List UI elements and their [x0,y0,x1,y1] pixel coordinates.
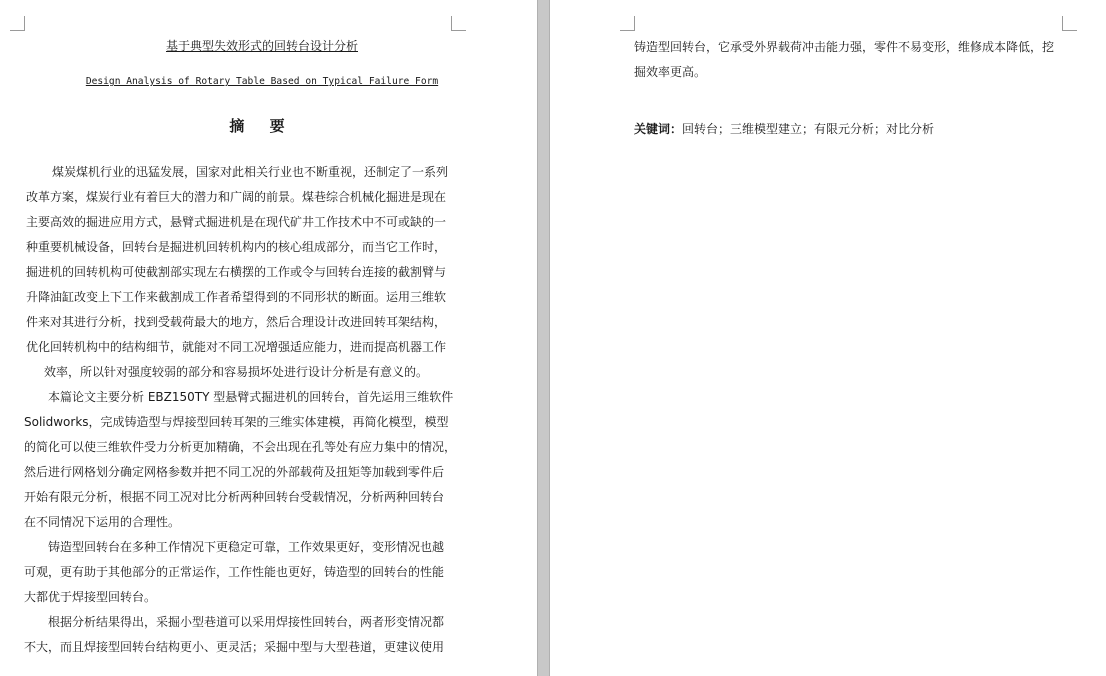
abstract-line: Solidworks，完成铸造型与焊接型回转耳架的三维实体建模，再简化模型，模型 [24,415,449,429]
abstract-line: 煤炭煤机行业的迅猛发展，国家对此相关行业也不断重视，还制定了一系列 [52,165,449,179]
abstract-line: 件来对其进行分析，找到受载荷最大的地方，然后合理设计改进回转耳架结构， [26,315,447,329]
abstract-line: 不大，而且焊接型回转台结构更小、更灵活；采掘中型与大型巷道，更建议使用 [24,640,445,654]
abstract-line: 在不同情况下运用的合理性。 [24,515,181,529]
document-page-left [0,0,537,676]
keywords-line [634,121,934,137]
margin-corner-mark [451,16,466,31]
abstract-line: 根据分析结果得出，采掘小型巷道可以采用焊接性回转台，两者形变情况都 [48,615,445,629]
abstract-line: 铸造型回转台在多种工作情况下更稳定可靠，工作效果更好，变形情况也越 [48,540,445,554]
abstract-heading: 摘 要 [229,117,295,135]
abstract-line: 可观，更有助于其他部分的正常运作，工作性能也更好，铸造型的回转台的性能 [24,565,445,579]
margin-corner-mark [10,16,25,31]
abstract-line: 掘效率更高。 [634,65,707,79]
margin-corner-mark [620,16,635,31]
abstract-line: 升降油缸改变上下工作来截割成工作者希望得到的不同形状的断面。运用三维软 [26,290,447,304]
abstract-line: 铸造型回转台，它承受外界载荷冲击能力强，零件不易变形，维修成本降低，挖 [634,40,1055,54]
abstract-line: 然后进行网格划分确定网格参数并把不同工况的外部载荷及扭矩等加载到零件后 [24,465,445,479]
abstract-line: 掘进机的回转机构可使截割部实现左右横摆的工作或令与回转台连接的截割臂与 [26,265,447,279]
abstract-line: 优化回转机构中的结构细节，就能对不同工况增强适应能力，进而提高机器工作 [26,340,447,354]
abstract-line: 大都优于焊接型回转台。 [24,590,157,604]
keywords-label: 关键词： [634,122,683,136]
abstract-line: 改革方案，煤炭行业有着巨大的潜力和广阔的前景。煤巷综合机械化掘进是现在 [26,190,447,204]
abstract-line: 本篇论文主要分析 EBZ150TY 型悬臂式掘进机的回转台，首先运用三维软件 [48,390,454,404]
keywords-value: 回转台；三维模型建立；有限元分析；对比分析 [682,122,935,136]
abstract-line: 效率，所以针对强度较弱的部分和容易损坏处进行设计分析是有意义的。 [44,365,429,379]
abstract-line: 种重要机械设备，回转台是掘进机回转机构内的核心组成部分，而当它工作时， [26,240,447,254]
abstract-line: 主要高效的掘进应用方式，悬臂式掘进机是在现代矿井工作技术中不可或缺的一 [26,215,447,229]
abstract-line: 的简化可以使三维软件受力分析更加精确，不会出现在孔等处有应力集中的情况， [24,440,457,454]
margin-corner-mark [1062,16,1077,31]
abstract-line: 开始有限元分析，根据不同工况对比分析两种回转台受载情况，分析两种回转台 [24,490,445,504]
page-gutter [537,0,550,676]
thesis-title-chinese: 基于典型失效形式的回转台设计分析 [165,39,358,53]
document-page-right [550,0,1106,676]
thesis-title-english: Design Analysis of Rotary Table Based on Typical Failure Form [85,76,439,87]
